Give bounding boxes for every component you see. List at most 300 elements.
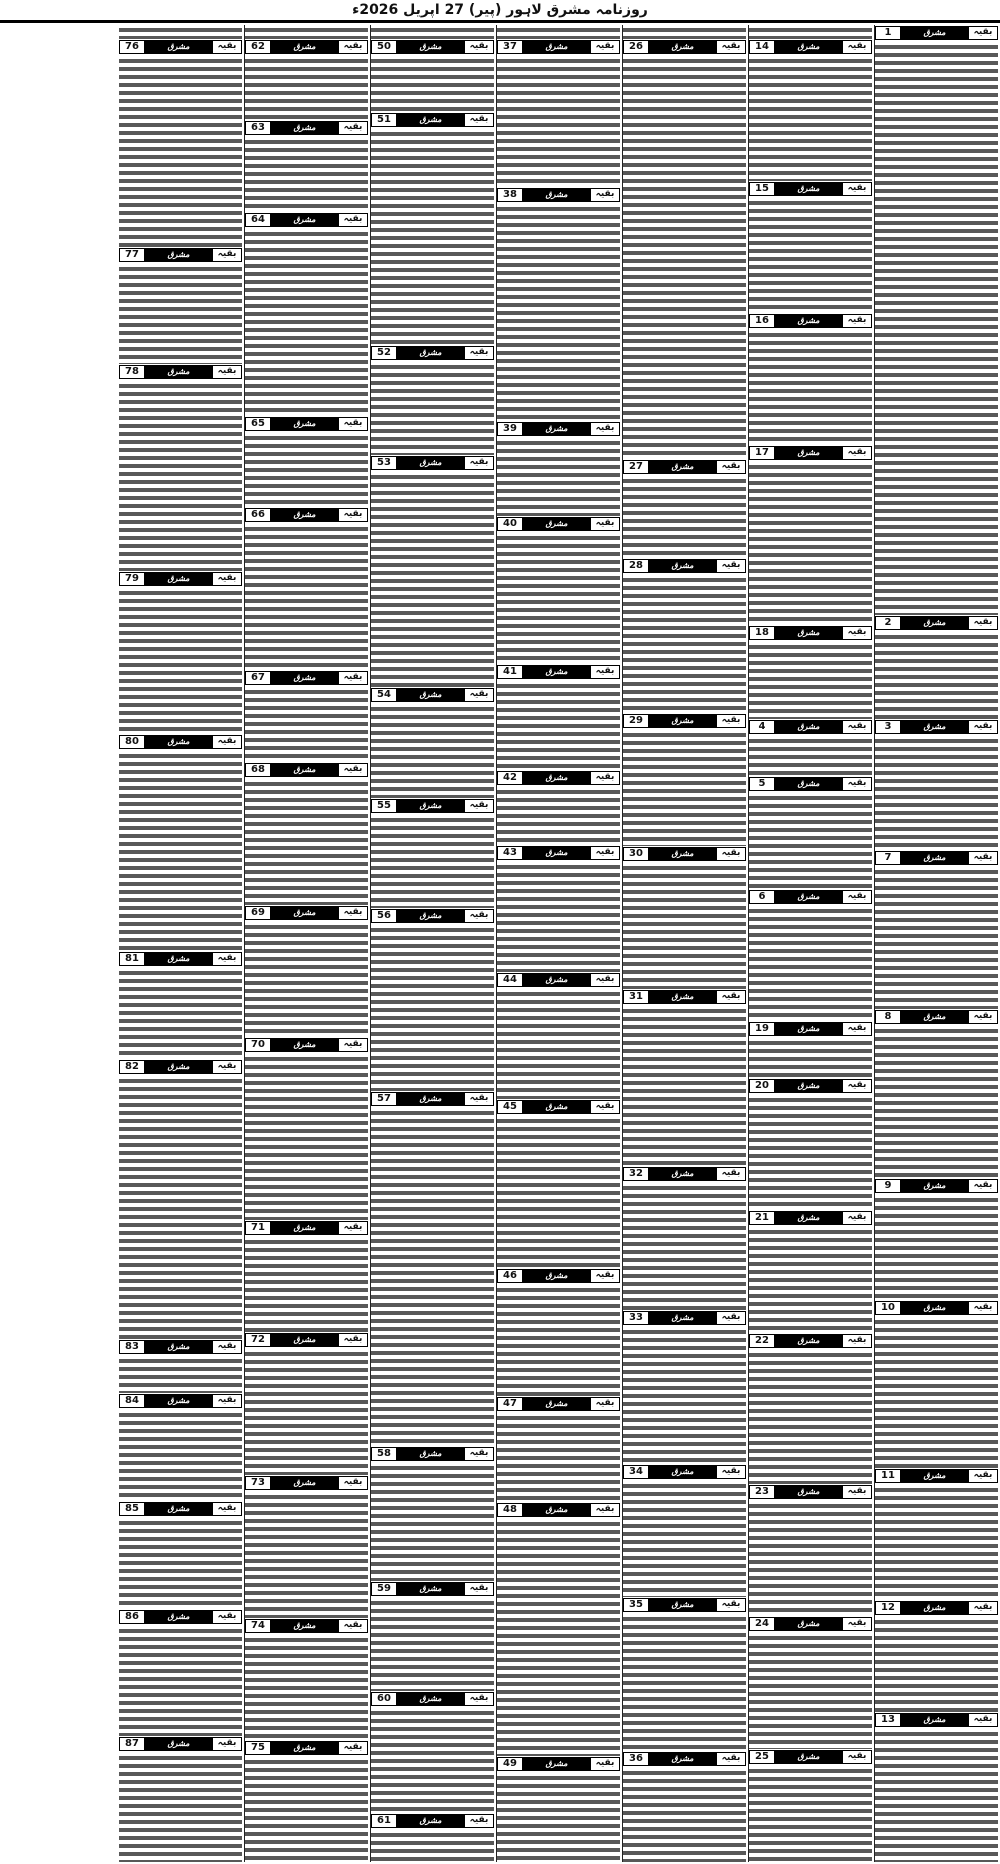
continuation-heading [371,1092,494,1106]
mashriq-logo: مشرق [271,1222,338,1234]
continuation-text [623,1481,746,1597]
continuation-label: بقیہ [464,1448,493,1460]
mashriq-logo: مشرق [901,1714,968,1726]
continuation-heading [119,248,242,262]
continuation-block [371,112,494,344]
continuation-number: 44 [498,974,523,986]
continuation-number: 5 [750,778,775,790]
continuation-block [623,39,746,459]
continuation-heading [623,990,746,1004]
mashriq-logo: مشرق [901,617,968,629]
continuation-label: بقیہ [842,1080,871,1092]
continuation-label: بقیہ [212,953,241,965]
continuation-number: 40 [498,518,523,530]
continuation-label: بقیہ [842,1023,871,1035]
continuation-text [119,1753,242,1862]
continuation-block [749,1749,872,1862]
continuation-number: 34 [624,1466,649,1478]
continuation-heading [749,1750,872,1764]
mashriq-logo: مشرق [397,910,464,922]
continuation-number: 80 [120,736,145,748]
continuation-text [749,793,872,889]
continuation-label: بقیہ [338,214,367,226]
continuation-block [245,120,368,212]
continuation-label: بقیہ [590,847,619,859]
mashriq-logo: مشرق [271,122,338,134]
mashriq-logo: مشرق [775,721,842,733]
continuation-heading [875,616,998,630]
continuation-heading [245,508,368,522]
continuation-number: 17 [750,447,775,459]
continuation-text [371,1830,494,1862]
continuation-block [119,1339,242,1393]
continuation-text [749,1350,872,1484]
mashriq-logo: مشرق [145,1395,212,1407]
continuation-number: 86 [120,1611,145,1623]
mashriq-logo: مشرق [271,418,338,430]
continuation-heading [749,40,872,54]
mashriq-logo: مشرق [271,1039,338,1051]
continuation-text [245,524,368,670]
continuation-block [497,1099,620,1269]
continuation-heading [119,1610,242,1624]
continuation-block [371,455,494,687]
continuation-number: 79 [120,573,145,585]
continuation-text [497,681,620,770]
continuation-heading [497,40,620,54]
mashriq-logo: مشرق [145,573,212,585]
mashriq-logo: مشرق [145,1611,212,1623]
mashriq-logo: مشرق [145,366,212,378]
continuation-number: 55 [372,800,397,812]
continuation-block [497,1268,620,1395]
continuation-text [623,1327,746,1465]
continuation-number: 6 [750,891,775,903]
continuation-number: 62 [246,41,271,53]
mashriq-logo: مشرق [271,764,338,776]
continuation-number: 49 [498,1758,523,1770]
continuation-number: 12 [876,1602,901,1614]
mashriq-logo: مشرق [649,1466,716,1478]
continuation-heading [749,777,872,791]
continuation-heading [245,40,368,54]
mashriq-logo: مشرق [397,689,464,701]
continuation-heading [749,890,872,904]
continuation-heading [371,1447,494,1461]
continuation-text [623,476,746,558]
continuation-heading [119,1502,242,1516]
continuation-block [749,776,872,889]
continuation-block [875,1300,998,1469]
continuation-text [119,264,242,364]
continuation-block [875,850,998,1009]
continuation-heading [749,1022,872,1036]
continuation-label: بقیہ [212,573,241,585]
continuation-number: 23 [750,1486,775,1498]
continuation-text [749,1095,872,1210]
mashriq-logo: مشرق [523,772,590,784]
continuation-label: بقیہ [338,41,367,53]
continuation-block [497,845,620,972]
continuation-number: 25 [750,1751,775,1763]
mashriq-logo: مشرق [775,778,842,790]
continuation-text [119,1356,242,1393]
continuation-number: 45 [498,1101,523,1113]
continuation-number: 11 [876,1470,901,1482]
mashriq-logo: مشرق [649,991,716,1003]
continuation-label: بقیہ [716,41,745,53]
mashriq-logo: مشرق [271,214,338,226]
continuation-heading [749,1485,872,1499]
continuation-number: 2 [876,617,901,629]
continuation-label: بقیہ [716,715,745,727]
continuation-text [119,1626,242,1735]
continuation-label: بقیہ [842,627,871,639]
continuation-label: بقیہ [464,114,493,126]
continuation-text [245,922,368,1037]
continuation-number: 4 [750,721,775,733]
continuation-heading [497,188,620,202]
mashriq-logo: مشرق [649,1168,716,1180]
continuation-number: 78 [120,366,145,378]
column-lead-text [119,25,242,39]
continuation-heading [497,846,620,860]
continuation-block [371,1691,494,1813]
continuation-text [119,56,242,247]
mashriq-logo: مشرق [649,1753,716,1765]
continuation-block [245,762,368,905]
continuation-text [245,56,368,120]
continuation-number: 9 [876,1180,901,1192]
continuation-heading [623,460,746,474]
continuation-label: بقیہ [338,1222,367,1234]
continuation-heading [245,417,368,431]
continuation-block [497,664,620,770]
continuation-label: بقیہ [464,910,493,922]
continuation-text [749,736,872,776]
continuation-text [497,1116,620,1269]
continuation-text [749,330,872,445]
continuation-text [497,533,620,664]
continuation-block [875,1600,998,1712]
continuation-label: بقیہ [464,800,493,812]
continuation-label: بقیہ [590,1101,619,1113]
continuation-block [875,615,998,718]
continuation-number: 28 [624,560,649,572]
continuation-number: 65 [246,418,271,430]
continuation-text [497,1413,620,1502]
mashriq-logo: مشرق [523,423,590,435]
continuation-text [119,1518,242,1609]
continuation-block [245,1037,368,1220]
continuation-block [623,1597,746,1752]
continuation-block [245,416,368,508]
continuation-number: 51 [372,114,397,126]
mashriq-logo: مشرق [901,721,968,733]
mashriq-logo: مشرق [775,1023,842,1035]
continuation-label: بقیہ [590,1504,619,1516]
continuation-label: بقیہ [842,1486,871,1498]
column-lead-text [749,25,872,39]
continuation-text [875,1026,998,1178]
mashriq-logo: مشرق [523,666,590,678]
continuation-block [119,247,242,364]
continuation-heading [119,365,242,379]
continuation-number: 81 [120,953,145,965]
continuation-block [749,445,872,624]
mashriq-logo: مشرق [145,736,212,748]
continuation-heading [245,1476,368,1490]
continuation-heading [749,446,872,460]
continuation-heading [371,456,494,470]
continuation-label: بقیہ [842,447,871,459]
continuation-text [245,687,368,762]
continuation-heading [497,422,620,436]
continuation-text [623,863,746,990]
continuation-block [749,1616,872,1748]
continuation-text [875,1195,998,1300]
mashriq-logo: مشرق [145,1061,212,1073]
continuation-label: بقیہ [212,1611,241,1623]
continuation-text [371,129,494,344]
continuation-heading [749,1334,872,1348]
continuation-block [371,798,494,908]
continuation-label: بقیہ [464,1693,493,1705]
continuation-label: بقیہ [968,1602,997,1614]
continuation-label: بقیہ [968,852,997,864]
continuation-number: 70 [246,1039,271,1051]
continuation-label: بقیہ [590,1270,619,1282]
column-4 [496,25,620,1862]
continuation-heading [497,665,620,679]
continuation-block [497,516,620,664]
continuation-text [371,472,494,687]
mashriq-logo: مشرق [523,1504,590,1516]
continuation-label: بقیہ [716,1168,745,1180]
continuation-label: بقیہ [338,1039,367,1051]
continuation-block [497,1502,620,1756]
mashriq-logo: مشرق [649,560,716,572]
mashriq-logo: مشرق [775,447,842,459]
continuation-heading [875,720,998,734]
continuation-block [371,1446,494,1581]
continuation-number: 83 [120,1341,145,1353]
continuation-heading [875,1713,998,1727]
continuation-number: 14 [750,41,775,53]
continuation-heading [245,1619,368,1633]
continuation-text [245,229,368,416]
continuation-text [119,381,242,572]
continuation-number: 29 [624,715,649,727]
continuation-label: بقیہ [968,1714,997,1726]
continuation-number: 21 [750,1212,775,1224]
continuation-number: 24 [750,1618,775,1630]
continuation-block [119,1736,242,1862]
continuation-heading [497,771,620,785]
continuation-number: 48 [498,1504,523,1516]
continuation-block [749,1484,872,1616]
continuation-heading [749,1079,872,1093]
mashriq-logo: مشرق [901,27,968,39]
continuation-block [875,1468,998,1599]
continuation-block [875,25,998,615]
mashriq-logo: مشرق [145,249,212,261]
continuation-heading [371,346,494,360]
column-3 [622,25,746,1862]
continuation-heading [245,213,368,227]
continuation-text [623,56,746,459]
continuation-text [245,1492,368,1618]
continuation-text [371,56,494,112]
continuation-text [749,198,872,313]
continuation-heading [119,1737,242,1751]
continuation-label: بقیہ [464,1583,493,1595]
continuation-label: بقیہ [590,423,619,435]
continuation-heading [119,1060,242,1074]
continuation-label: بقیہ [464,689,493,701]
continuation-block [623,459,746,558]
continuation-heading [497,1100,620,1114]
mashriq-logo: مشرق [145,1738,212,1750]
continuation-label: بقیہ [716,848,745,860]
continuation-heading [371,40,494,54]
continuation-number: 76 [120,41,145,53]
continuation-heading [749,720,872,734]
continuation-text [875,736,998,850]
continuation-block [119,734,242,951]
continuation-label: بقیہ [590,974,619,986]
continuation-block [875,719,998,850]
continuation-text [371,362,494,455]
continuation-heading [749,626,872,640]
continuation-heading [497,517,620,531]
continuation-label: بقیہ [842,183,871,195]
continuation-number: 30 [624,848,649,860]
continuation-heading [875,26,998,40]
continuation-text [497,787,620,844]
continuation-number: 35 [624,1599,649,1611]
continuation-number: 53 [372,457,397,469]
continuation-heading [245,1038,368,1052]
continuation-label: بقیہ [464,347,493,359]
continuation-number: 63 [246,122,271,134]
continuation-block [371,39,494,112]
continuation-block [623,713,746,846]
continuation-text [497,438,620,516]
mashriq-logo: مشرق [649,41,716,53]
continuation-block [749,39,872,181]
continuation-text [623,575,746,713]
mashriq-logo: مشرق [397,1583,464,1595]
mashriq-logo: مشرق [145,41,212,53]
continuation-label: بقیہ [590,41,619,53]
continuation-text [875,1317,998,1469]
continuation-heading [245,1221,368,1235]
continuation-heading [497,1397,620,1411]
continuation-block [749,181,872,313]
continuation-block [245,507,368,670]
mashriq-logo: مشرق [649,715,716,727]
continuation-number: 59 [372,1583,397,1595]
continuation-heading [623,1167,746,1181]
continuation-number: 19 [750,1023,775,1035]
continuation-number: 39 [498,423,523,435]
continuation-number: 10 [876,1302,901,1314]
continuation-text [245,137,368,212]
continuation-label: بقیہ [968,1180,997,1192]
column-5 [370,25,494,1862]
continuation-number: 1 [876,27,901,39]
mashriq-logo: مشرق [397,114,464,126]
continuation-block [497,187,620,420]
continuation-label: بقیہ [968,617,997,629]
continuation-number: 22 [750,1335,775,1347]
continuation-heading [245,906,368,920]
continuation-heading [119,1340,242,1354]
continuation-number: 20 [750,1080,775,1092]
continuation-heading [875,1301,998,1315]
column-lead-text [371,25,494,39]
continuation-block [749,1210,872,1333]
continuation-block [623,989,746,1166]
continuation-block [875,1009,998,1178]
continuation-heading [371,1692,494,1706]
continuation-heading [749,182,872,196]
continuation-text [497,1773,620,1862]
mashriq-logo: مشرق [775,1212,842,1224]
continuation-heading [497,1269,620,1283]
continuation-text [371,815,494,908]
continuation-text [623,1183,746,1310]
mashriq-logo: مشرق [649,1312,716,1324]
continuation-text [749,1501,872,1616]
continuation-label: بقیہ [212,1503,241,1515]
continuation-label: بقیہ [842,891,871,903]
continuation-number: 52 [372,347,397,359]
continuation-heading [371,1814,494,1828]
masthead-dateline: روزنامہ مشرق لاہور (پیر) 27 اپریل 2026ء [352,2,648,18]
continuation-block [371,1813,494,1862]
continuation-block [875,1178,998,1300]
column-7 [119,25,242,1862]
continuation-text [623,1614,746,1752]
continuation-block [245,670,368,762]
continuation-block [497,1756,620,1862]
continuation-label: بقیہ [716,560,745,572]
mashriq-logo: مشرق [775,41,842,53]
continuation-block [245,39,368,120]
continuation-number: 16 [750,315,775,327]
continuation-label: بقیہ [968,1302,997,1314]
continuation-label: بقیہ [842,1335,871,1347]
continuation-text [623,1768,746,1861]
continuation-block [119,364,242,572]
continuation-text [245,1054,368,1220]
continuation-text [119,1410,242,1501]
continuation-label: بقیہ [338,418,367,430]
continuation-block [497,39,620,187]
continuation-heading [497,1757,620,1771]
continuation-block [119,39,242,247]
continuation-heading [245,1741,368,1755]
continuation-label: بقیہ [338,1477,367,1489]
continuation-number: 47 [498,1398,523,1410]
continuation-label: بقیہ [716,1312,745,1324]
continuation-label: بقیہ [842,41,871,53]
continuation-number: 66 [246,509,271,521]
continuation-text [749,906,872,1021]
continuation-text [119,751,242,951]
